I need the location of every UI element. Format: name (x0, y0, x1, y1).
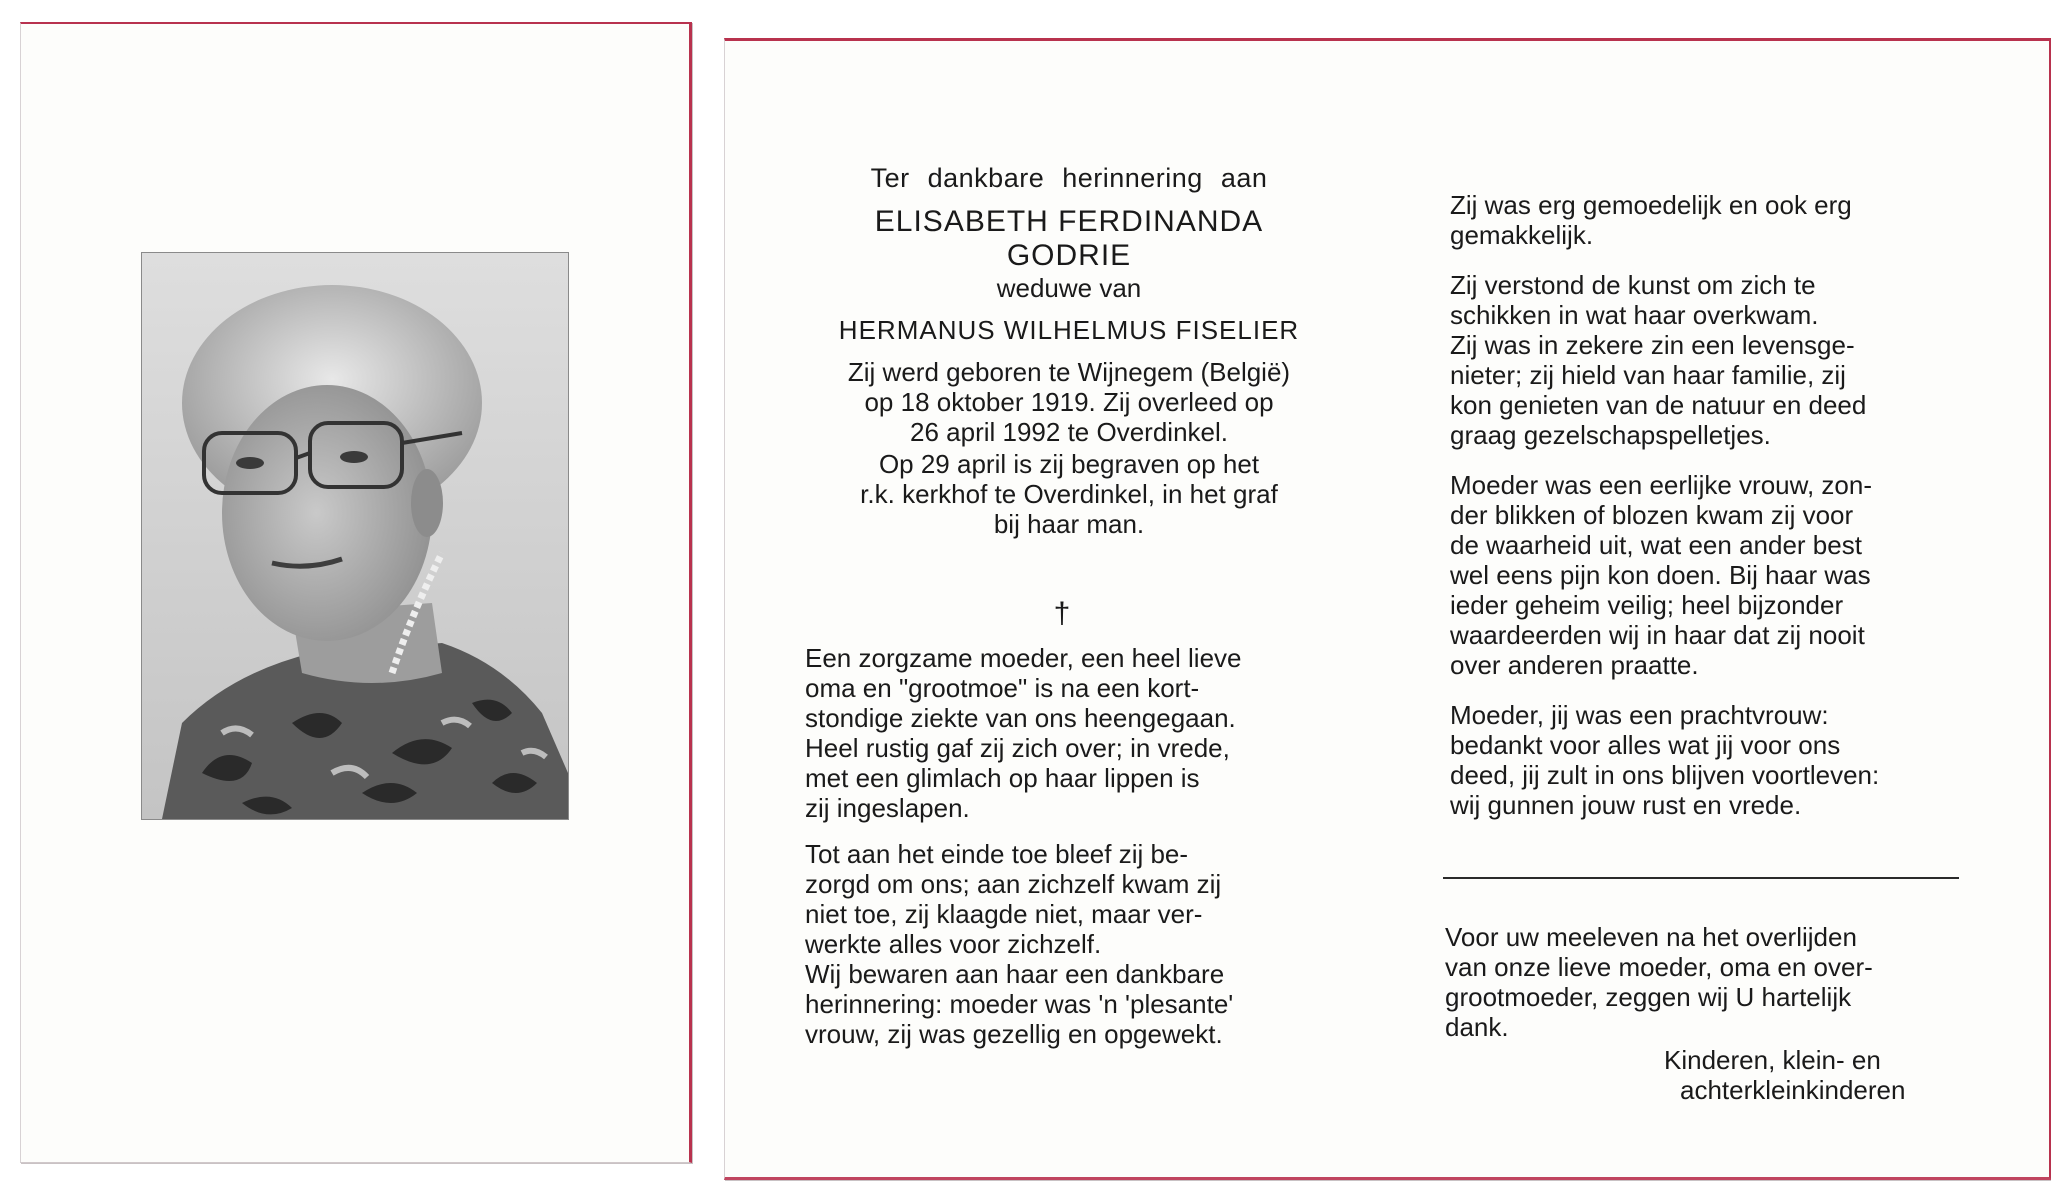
text-line: dank. (1445, 1012, 1509, 1042)
text-line: herinnering: moeder was 'n 'plesante' (805, 989, 1234, 1019)
text-line: waardeerden wij in haar dat zij nooit (1450, 620, 1865, 650)
text-line: der blikken of blozen kwam zij voor (1450, 500, 1854, 530)
header-block (805, 163, 1333, 539)
text-line: van onze lieve moeder, oma en over- (1445, 952, 1873, 982)
text-line: Voor uw meeleven na het overlijden (1445, 922, 1857, 952)
text-line: Moeder was een eerlijke vrouw, zon- (1450, 470, 1872, 500)
deceased-name-line1: ELISABETH FERDINANDA (874, 205, 1264, 238)
bio-line: r.k. kerkhof te Overdinkel, in het graf (860, 479, 1278, 509)
signature-block (1660, 1045, 1960, 1105)
text-line: Heel rustig gaf zij zich over; in vrede, (805, 733, 1230, 763)
husband-name: HERMANUS WILHELMUS FISELIER (838, 315, 1300, 345)
text-line: gemakkelijk. (1450, 220, 1594, 250)
text-line: over anderen praatte. (1450, 650, 1699, 680)
left-card (20, 22, 692, 1163)
column1-text (805, 643, 1333, 1049)
text-line: Een zorgzame moeder, een heel lieve (805, 643, 1242, 673)
paragraph (805, 733, 1333, 823)
text-line: Moeder, jij was een prachtvrouw: (1450, 700, 1829, 730)
text-line: oma en "grootmoe" is na een kort- (805, 673, 1200, 703)
signature-line: achterkleinkinderen (1680, 1075, 1906, 1105)
text-line: wij gunnen jouw rust en vrede. (1450, 790, 1802, 820)
bio-birth (805, 357, 1333, 447)
signature-line: Kinderen, klein- en (1664, 1045, 1881, 1075)
paragraph (805, 643, 1333, 733)
text-line: werkte alles voor zichzelf. (805, 929, 1102, 959)
text-line: kon genieten van de natuur en deed (1450, 390, 1867, 420)
text-line: Zij was erg gemoedelijk en ook erg (1450, 190, 1852, 220)
bio-line: bij haar man. (993, 509, 1145, 539)
text-line: deed, jij zult in ons blijven voortleven: (1450, 760, 1880, 790)
text-line: nieter; zij hield van haar familie, zij (1450, 360, 1846, 390)
text-line: zorgd om ons; aan zichzelf kwam zij (805, 869, 1222, 899)
thanks-block (1445, 922, 1960, 1042)
bio-line: Zij werd geboren te Wijnegem (België) (847, 357, 1291, 387)
text-line: schikken in wat haar overkwam. (1450, 300, 1819, 330)
bio-line: op 18 oktober 1919. Zij overleed op (864, 387, 1274, 417)
bio-burial (805, 449, 1333, 539)
bio-line: 26 april 1992 te Overdinkel. (910, 417, 1228, 447)
text-line: met een glimlach op haar lippen is (805, 763, 1200, 793)
widow-of-text: weduwe van (996, 273, 1142, 303)
text-line: Zij verstond de kunst om zich te (1450, 270, 1816, 300)
text-line: ieder geheim veilig; heel bijzonder (1450, 590, 1844, 620)
bio-line: Op 29 april is zij begraven op het (878, 449, 1260, 479)
portrait-photo (141, 252, 569, 820)
text-line: wel eens pijn kon doen. Bij haar was (1450, 560, 1871, 590)
text-line: grootmoeder, zeggen wij U hartelijk (1445, 982, 1852, 1012)
text-line: bedankt voor alles wat jij voor ons (1450, 730, 1841, 760)
paragraph (1450, 470, 1965, 680)
paragraph (1450, 190, 1965, 250)
paragraph (1450, 700, 1965, 820)
text-line: Wij bewaren aan haar een dankbare (805, 959, 1225, 989)
text-line: niet toe, zij klaagde niet, maar ver- (805, 899, 1203, 929)
text-line: de waarheid uit, wat een ander best (1450, 530, 1862, 560)
paragraph (805, 839, 1333, 1049)
text-line: Zij was in zekere zin een levensge- (1450, 330, 1855, 360)
deceased-name-line2: GODRIE (1006, 239, 1132, 272)
text-line: Tot aan het einde toe bleef zij be- (805, 839, 1189, 869)
text-line: zij ingeslapen. (805, 793, 970, 823)
cross-icon: † (1053, 597, 1071, 630)
intro-text: Ter dankbare herinnering aan (870, 163, 1268, 193)
text-line: graag gezelschapspelletjes. (1450, 420, 1771, 450)
text-line: vrouw, zij was gezellig en opgewekt. (805, 1019, 1223, 1049)
paragraph (1450, 270, 1965, 450)
portrait-illustration (142, 253, 568, 819)
text-line: stondige ziekte van ons heengegaan. (805, 703, 1236, 733)
column2-text (1450, 190, 1965, 820)
divider-line (1443, 877, 1959, 879)
